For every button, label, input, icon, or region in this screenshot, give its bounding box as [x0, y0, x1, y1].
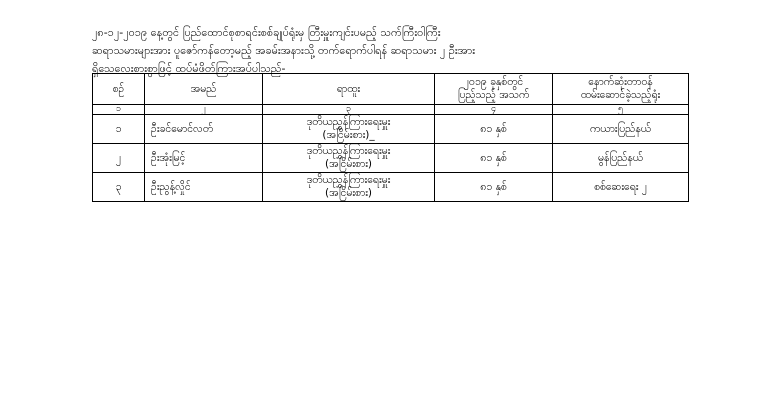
position-status: (အငြိမ်းစား) [325, 187, 372, 199]
header-office-line1: နောက်ဆုံးတာဝန် [588, 76, 653, 88]
header-serial [93, 74, 145, 105]
header-office-line2: ထမ်းဆောင်ခဲ့သည့်ရုံး [580, 89, 661, 101]
serial-cell: ၂ [93, 144, 145, 173]
header-age-line2: ပြည့်သည့် အသက် [457, 89, 530, 101]
office-cell: စစ်ဆေးရေး ၂ [553, 173, 689, 202]
position-cell [263, 144, 435, 173]
table-row [93, 173, 689, 202]
name-cell: ဦးအုံးမြင့် [145, 144, 263, 173]
column-number: ၃ [263, 105, 435, 115]
serial-cell: ၁ [93, 115, 145, 144]
position-status: (အငြိမ်းစား)_ [322, 129, 375, 141]
name-cell: ဦးခင်မောင်လတ် [145, 115, 263, 144]
invitation-paragraph [92, 24, 692, 78]
serial-cell: ၃ [93, 173, 145, 202]
position-cell [263, 173, 435, 202]
column-number: ၅ [553, 105, 689, 115]
column-number: ၁ [93, 105, 145, 115]
paragraph-line: ဆရာသမားများအား ပူဇော်ကန်တော့မည့် အခမ်းအနားသို့ တက်ရောက်ပါရန် ဆရာသမား ၂ ဦးအား [92, 44, 476, 57]
age-cell: ၈၁ နှစ် [435, 144, 553, 173]
table-row [93, 144, 689, 173]
paragraph-line: ရှိသေလေးစားစွာဖြင့် ထပ်မံဖိတ်ကြားအပ်ပါသည်- [92, 62, 286, 75]
header-position-text: ရာထူး [336, 82, 361, 95]
position-title: ဒုတိယညွှန်ကြားရေးမှူး [306, 116, 391, 128]
name-cell: ဦးညွန့်လှိုင် [145, 173, 263, 202]
position-title: ဒုတိယညွှန်ကြားရေးမှူး [306, 174, 391, 186]
table-header-row [93, 74, 689, 105]
header-name [145, 74, 263, 105]
paragraph-line: ၂၈-၁၂-၂၀၁၉ နေ့တွင် ပြည်ထောင်စုစာရင်းစစ်ချုပ်ရုံးမှ တြီးမှူးကျင်းပမည့် သက်ကြီးဝါကြီး [92, 26, 441, 39]
table-row [93, 115, 689, 144]
teachers-table [92, 73, 689, 202]
header-serial-text: စဉ် [112, 82, 125, 95]
header-age [435, 74, 553, 105]
office-cell: မွန်ပြည်နယ် [553, 144, 689, 173]
age-cell: ၈၁ နှစ် [435, 173, 553, 202]
column-number: ၄ [435, 105, 553, 115]
position-status: (အငြိမ်းစား) [325, 158, 372, 170]
header-last-office [553, 74, 689, 105]
position-title: ဒုတိယညွှန်ကြားရေးမှူး [306, 145, 391, 157]
column-number-row [93, 105, 689, 115]
header-age-line1: ၂၀၁၉ ခုနှစ်တွင် [463, 76, 524, 88]
column-number: ၂ [145, 105, 263, 115]
age-cell: ၈၁ နှစ် [435, 115, 553, 144]
position-cell [263, 115, 435, 144]
office-cell: ကယားပြည်နယ် [553, 115, 689, 144]
header-name-text: အမည် [190, 82, 217, 95]
header-position [263, 74, 435, 105]
